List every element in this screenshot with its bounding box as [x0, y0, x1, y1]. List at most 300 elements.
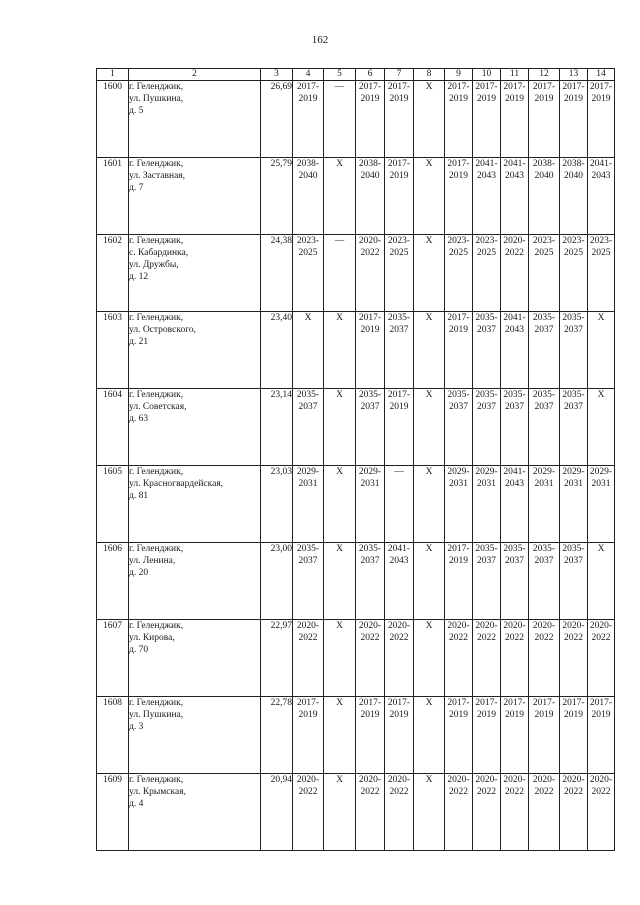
- schedule-value: 2020-: [358, 775, 382, 785]
- schedule-value: 2029-: [589, 467, 613, 477]
- address-cell: [129, 697, 261, 774]
- schedule-value: 2019: [534, 94, 554, 104]
- schedule-value: 2031: [298, 479, 318, 489]
- schedule-cell-col-8: [414, 466, 445, 543]
- schedule-value: 2019: [449, 710, 468, 720]
- schedule-cell-col-4: [293, 620, 324, 697]
- schedule-value: X: [425, 236, 433, 246]
- schedule-cell-col-13: [560, 774, 588, 851]
- schedule-cell-col-12: [529, 158, 560, 235]
- schedule-value: X: [336, 775, 343, 785]
- schedule-value: 2019: [564, 710, 583, 720]
- address-line: г. Геленджик,: [129, 82, 184, 92]
- schedule-value: 2038-: [296, 159, 320, 169]
- schedule-value: 2025: [564, 248, 583, 258]
- schedule-value: 2022: [505, 248, 524, 258]
- schedule-value: 2035-: [358, 390, 382, 400]
- schedule-cell-col-9: [445, 312, 473, 389]
- schedule-value: 2022: [449, 633, 468, 643]
- address-line: д. 21: [129, 337, 149, 347]
- schedule-cell-col-14: [588, 620, 615, 697]
- schedule-value: 2017-: [358, 82, 382, 92]
- schedule-value: 2019: [477, 710, 496, 720]
- schedule-value: 2025: [591, 248, 611, 258]
- schedule-value: 2023-: [447, 236, 470, 246]
- schedule-cell-col-14: [588, 697, 615, 774]
- schedule-cell-col-4: [293, 81, 324, 158]
- column-number-13: 13: [560, 69, 588, 81]
- schedule-cell-col-13: [560, 235, 588, 312]
- schedule-value: 2035-: [532, 313, 556, 323]
- schedule-cell-col-12: [529, 81, 560, 158]
- address-line: ул. Кирова,: [129, 633, 175, 643]
- column-number-1: 1: [97, 69, 129, 81]
- schedule-value: 2023-: [532, 236, 556, 246]
- schedule-value: 2019: [477, 94, 496, 104]
- schedule-cell-col-9: [445, 543, 473, 620]
- schedule-cell-col-14: [588, 543, 615, 620]
- schedule-value: 2041-: [503, 313, 526, 323]
- schedule-value: 2020-: [503, 236, 526, 246]
- schedule-cell-col-10: [473, 774, 501, 851]
- schedule-cell-col-13: [560, 697, 588, 774]
- address-line: г. Геленджик,: [129, 698, 184, 708]
- schedule-value: 2037: [505, 402, 524, 412]
- schedule-value: X: [336, 159, 343, 169]
- address-line: г. Геленджик,: [129, 236, 184, 246]
- schedule-value: 2019: [389, 94, 409, 104]
- schedule-value: 2035-: [296, 544, 320, 554]
- schedule-cell-col-5: [324, 389, 356, 466]
- schedule-value: X: [425, 544, 433, 554]
- schedule-cell-col-7: [385, 620, 414, 697]
- schedule-value: 2025: [298, 248, 318, 258]
- area-value: 23,14: [261, 389, 293, 466]
- schedule-value: 2035-: [475, 313, 498, 323]
- schedule-value: 2037: [298, 402, 318, 412]
- schedule-value: 2017-: [447, 313, 470, 323]
- schedule-value: 2037: [534, 325, 554, 335]
- schedule-value: 2037: [534, 402, 554, 412]
- row-number: 1600: [97, 81, 129, 158]
- schedule-cell-col-10: [473, 620, 501, 697]
- schedule-value: 2022: [360, 248, 380, 258]
- schedule-cell-col-13: [560, 389, 588, 466]
- schedule-cell-col-14: [588, 389, 615, 466]
- schedule-cell-col-10: [473, 697, 501, 774]
- column-number-11: 11: [501, 69, 529, 81]
- schedule-value: X: [425, 698, 433, 708]
- schedule-cell-col-10: [473, 81, 501, 158]
- address-cell: [129, 235, 261, 312]
- schedule-value: 2020-: [503, 775, 526, 785]
- schedule-value: —: [334, 236, 345, 246]
- address-cell: [129, 466, 261, 543]
- schedule-value: 2035-: [562, 544, 585, 554]
- schedule-value: 2019: [449, 94, 468, 104]
- schedule-value: 2017-: [562, 698, 585, 708]
- schedule-value: 2043: [477, 171, 496, 181]
- column-number-header-row: [97, 69, 615, 81]
- schedule-value: 2025: [477, 248, 496, 258]
- address-line: ул. Крымская,: [129, 787, 186, 797]
- page-number: 162: [311, 34, 329, 46]
- schedule-value: 2017-: [358, 698, 382, 708]
- schedule-cell-col-13: [560, 620, 588, 697]
- schedule-value: 2031: [477, 479, 496, 489]
- schedule-value: 2040: [564, 171, 583, 181]
- table-row: [97, 774, 615, 851]
- address-line: ул. Ленина,: [129, 556, 176, 566]
- schedule-cell-col-8: [414, 235, 445, 312]
- schedule-cell-col-11: [501, 312, 529, 389]
- schedule-value: 2031: [534, 479, 554, 489]
- schedule-value: 2040: [298, 171, 318, 181]
- schedule-value: 2023-: [387, 236, 411, 246]
- column-number-2: 2: [129, 69, 261, 81]
- schedule-value: 2019: [360, 710, 380, 720]
- schedule-value: 2020-: [296, 621, 320, 631]
- schedule-value: 2020-: [589, 621, 613, 631]
- schedule-cell-col-6: [356, 466, 385, 543]
- schedule-cell-col-11: [501, 697, 529, 774]
- schedule-value: 2022: [534, 787, 554, 797]
- schedule-value: 2037: [505, 556, 524, 566]
- schedule-cell-col-10: [473, 158, 501, 235]
- schedule-value: 2037: [564, 325, 583, 335]
- schedule-value: 2043: [505, 479, 524, 489]
- schedule-cell-col-11: [501, 620, 529, 697]
- schedule-cell-col-4: [293, 774, 324, 851]
- schedule-value: 2041-: [475, 159, 498, 169]
- schedule-value: 2043: [505, 171, 524, 181]
- schedule-cell-col-7: [385, 81, 414, 158]
- schedule-value: 2040: [360, 171, 380, 181]
- address-cell: [129, 774, 261, 851]
- schedule-cell-col-12: [529, 774, 560, 851]
- column-number-6: 6: [356, 69, 385, 81]
- area-value: 20,94: [261, 774, 293, 851]
- schedule-value: 2022: [389, 633, 409, 643]
- address-line: ул. Дружбы,: [129, 260, 179, 270]
- schedule-cell-col-6: [356, 620, 385, 697]
- address-line: ул. Заставная,: [129, 171, 186, 181]
- schedule-cell-col-7: [385, 774, 414, 851]
- address-line: ул. Красногвардейская,: [129, 479, 224, 489]
- schedule-cell-col-11: [501, 158, 529, 235]
- schedule-value: X: [425, 467, 433, 477]
- schedule-value: 2017-: [387, 698, 411, 708]
- schedule-value: 2035-: [503, 390, 526, 400]
- schedule-value: —: [334, 82, 345, 92]
- schedule-cell-col-13: [560, 158, 588, 235]
- schedule-value: 2017-: [447, 544, 470, 554]
- schedule-cell-col-4: [293, 312, 324, 389]
- schedule-value: 2037: [477, 402, 496, 412]
- row-number: 1601: [97, 158, 129, 235]
- schedule-value: 2038-: [562, 159, 585, 169]
- schedule-value: 2017-: [387, 159, 411, 169]
- address-line: ул. Советская,: [129, 402, 187, 412]
- schedule-cell-col-7: [385, 697, 414, 774]
- schedule-value: 2019: [591, 94, 611, 104]
- schedule-cell-col-11: [501, 466, 529, 543]
- schedule-cell-col-12: [529, 466, 560, 543]
- schedule-value: 2017-: [503, 698, 526, 708]
- address-line: г. Геленджик,: [129, 390, 184, 400]
- schedule-cell-col-12: [529, 389, 560, 466]
- schedule-value: 2037: [477, 325, 496, 335]
- schedule-value: X: [597, 544, 605, 554]
- schedule-value: X: [425, 390, 433, 400]
- address-cell: [129, 312, 261, 389]
- schedule-value: 2019: [591, 710, 611, 720]
- schedule-cell-col-10: [473, 543, 501, 620]
- schedule-cell-col-8: [414, 81, 445, 158]
- schedule-value: 2017-: [296, 698, 320, 708]
- schedule-cell-col-9: [445, 466, 473, 543]
- schedule-value: X: [425, 621, 433, 631]
- schedule-value: 2022: [360, 787, 380, 797]
- column-number-4: 4: [293, 69, 324, 81]
- column-number-12: 12: [529, 69, 560, 81]
- schedule-value: 2025: [389, 248, 409, 258]
- table-body: [97, 69, 615, 851]
- address-line: д. 12: [129, 272, 149, 282]
- area-value: 22,78: [261, 697, 293, 774]
- schedule-value: 2020-: [387, 775, 411, 785]
- row-number: 1609: [97, 774, 129, 851]
- schedule-value: 2019: [564, 94, 583, 104]
- schedule-cell-col-14: [588, 235, 615, 312]
- schedule-cell-col-8: [414, 312, 445, 389]
- row-number: 1608: [97, 697, 129, 774]
- schedule-value: X: [336, 390, 343, 400]
- address-line: г. Геленджик,: [129, 544, 184, 554]
- schedule-cell-col-10: [473, 235, 501, 312]
- schedule-value: 2037: [534, 556, 554, 566]
- schedule-cell-col-8: [414, 697, 445, 774]
- schedule-value: 2038-: [532, 159, 556, 169]
- schedule-value: 2022: [591, 787, 611, 797]
- schedule-value: 2029-: [296, 467, 320, 477]
- schedule-value: 2020-: [447, 621, 470, 631]
- schedule-value: 2035-: [296, 390, 320, 400]
- schedule-cell-col-10: [473, 389, 501, 466]
- schedule-value: 2019: [534, 710, 554, 720]
- schedule-value: 2017-: [532, 698, 556, 708]
- schedule-cell-col-6: [356, 697, 385, 774]
- schedule-value: 2023-: [562, 236, 585, 246]
- row-number: 1607: [97, 620, 129, 697]
- schedule-value: 2017-: [562, 82, 585, 92]
- schedule-cell-col-9: [445, 697, 473, 774]
- schedule-value: 2031: [591, 479, 611, 489]
- housing-repair-schedule-table: [96, 68, 615, 851]
- schedule-value: X: [336, 467, 343, 477]
- address-line: ул. Островского,: [129, 325, 196, 335]
- schedule-value: 2017-: [358, 313, 382, 323]
- schedule-value: 2035-: [358, 544, 382, 554]
- schedule-cell-col-7: [385, 158, 414, 235]
- schedule-value: X: [336, 544, 343, 554]
- row-number: 1606: [97, 543, 129, 620]
- schedule-value: 2025: [534, 248, 554, 258]
- schedule-value: X: [425, 82, 433, 92]
- schedule-value: 2022: [477, 633, 496, 643]
- table-row: [97, 158, 615, 235]
- schedule-cell-col-5: [324, 81, 356, 158]
- schedule-cell-col-13: [560, 466, 588, 543]
- schedule-value: 2029-: [447, 467, 470, 477]
- schedule-value: 2031: [564, 479, 583, 489]
- schedule-value: 2031: [449, 479, 468, 489]
- schedule-value: 2035-: [532, 544, 556, 554]
- schedule-value: 2043: [591, 171, 611, 181]
- table-row: [97, 620, 615, 697]
- schedule-value: 2035-: [475, 390, 498, 400]
- schedule-cell-col-8: [414, 158, 445, 235]
- schedule-cell-col-7: [385, 466, 414, 543]
- schedule-value: 2037: [360, 556, 380, 566]
- schedule-cell-col-4: [293, 235, 324, 312]
- address-line: с. Кабардинка,: [129, 248, 189, 258]
- address-line: г. Геленджик,: [129, 467, 184, 477]
- schedule-cell-col-5: [324, 774, 356, 851]
- schedule-value: 2020-: [562, 775, 585, 785]
- schedule-cell-col-5: [324, 697, 356, 774]
- schedule-value: 2037: [477, 556, 496, 566]
- schedule-value: 2020-: [358, 236, 382, 246]
- schedule-cell-col-6: [356, 774, 385, 851]
- schedule-value: 2020-: [532, 775, 556, 785]
- schedule-value: 2019: [360, 325, 380, 335]
- schedule-value: 2029-: [358, 467, 382, 477]
- table-row: [97, 312, 615, 389]
- schedule-cell-col-4: [293, 389, 324, 466]
- schedule-value: 2019: [298, 94, 318, 104]
- schedule-value: 2023-: [296, 236, 320, 246]
- area-value: 23,40: [261, 312, 293, 389]
- schedule-value: 2035-: [532, 390, 556, 400]
- schedule-cell-col-4: [293, 158, 324, 235]
- schedule-cell-col-9: [445, 774, 473, 851]
- address-line: д. 70: [129, 645, 149, 655]
- schedule-cell-col-14: [588, 81, 615, 158]
- area-value: 23,00: [261, 543, 293, 620]
- schedule-cell-col-4: [293, 466, 324, 543]
- schedule-value: 2022: [298, 787, 318, 797]
- schedule-value: 2017-: [589, 698, 613, 708]
- address-line: г. Геленджик,: [129, 159, 184, 169]
- schedule-cell-col-9: [445, 389, 473, 466]
- schedule-cell-col-13: [560, 312, 588, 389]
- schedule-cell-col-5: [324, 235, 356, 312]
- schedule-value: 2023-: [589, 236, 613, 246]
- schedule-cell-col-14: [588, 312, 615, 389]
- schedule-value: 2017-: [589, 82, 613, 92]
- schedule-value: 2020-: [296, 775, 320, 785]
- address-line: д. 3: [129, 722, 144, 732]
- schedule-cell-col-10: [473, 466, 501, 543]
- schedule-value: 2041-: [503, 467, 526, 477]
- schedule-value: 2035-: [387, 313, 411, 323]
- schedule-cell-col-12: [529, 543, 560, 620]
- schedule-value: 2037: [389, 325, 409, 335]
- address-line: г. Геленджик,: [129, 313, 184, 323]
- address-line: д. 7: [129, 183, 144, 193]
- schedule-value: 2041-: [387, 544, 411, 554]
- schedule-value: 2022: [564, 787, 583, 797]
- schedule-value: X: [425, 159, 433, 169]
- schedule-cell-col-9: [445, 158, 473, 235]
- table-row: [97, 389, 615, 466]
- schedule-cell-col-7: [385, 389, 414, 466]
- schedule-cell-col-9: [445, 235, 473, 312]
- schedule-cell-col-14: [588, 466, 615, 543]
- column-number-7: 7: [385, 69, 414, 81]
- schedule-value: 2029-: [562, 467, 585, 477]
- schedule-value: 2022: [591, 633, 611, 643]
- schedule-value: 2037: [360, 402, 380, 412]
- schedule-value: 2022: [449, 787, 468, 797]
- schedule-value: 2017-: [503, 82, 526, 92]
- schedule-cell-col-14: [588, 158, 615, 235]
- schedule-value: 2017-: [296, 82, 320, 92]
- schedule-cell-col-6: [356, 389, 385, 466]
- schedule-cell-col-5: [324, 543, 356, 620]
- schedule-value: 2035-: [562, 313, 585, 323]
- address-cell: [129, 543, 261, 620]
- schedule-value: 2019: [298, 710, 318, 720]
- schedule-cell-col-5: [324, 158, 356, 235]
- schedule-value: 2020-: [475, 621, 498, 631]
- schedule-value: 2041-: [503, 159, 526, 169]
- schedule-cell-col-11: [501, 774, 529, 851]
- schedule-value: 2017-: [475, 82, 498, 92]
- schedule-value: X: [597, 390, 605, 400]
- area-value: 25,79: [261, 158, 293, 235]
- schedule-cell-col-11: [501, 543, 529, 620]
- schedule-value: 2022: [477, 787, 496, 797]
- schedule-cell-col-7: [385, 543, 414, 620]
- schedule-value: 2022: [298, 633, 318, 643]
- schedule-value: 2019: [449, 556, 468, 566]
- schedule-cell-col-7: [385, 235, 414, 312]
- address-line: ул. Пушкина,: [129, 94, 184, 104]
- column-number-3: 3: [261, 69, 293, 81]
- schedule-value: X: [336, 698, 343, 708]
- schedule-cell-col-12: [529, 620, 560, 697]
- schedule-value: 2019: [389, 710, 409, 720]
- schedule-value: 2019: [505, 94, 524, 104]
- address-line: д. 81: [129, 491, 149, 501]
- row-number: 1603: [97, 312, 129, 389]
- schedule-cell-col-10: [473, 312, 501, 389]
- schedule-value: 2019: [360, 94, 380, 104]
- schedule-value: X: [304, 313, 312, 323]
- schedule-value: 2017-: [475, 698, 498, 708]
- column-number-9: 9: [445, 69, 473, 81]
- address-line: д. 4: [129, 799, 144, 809]
- schedule-value: 2020-: [503, 621, 526, 631]
- schedule-cell-col-4: [293, 543, 324, 620]
- schedule-value: 2020-: [387, 621, 411, 631]
- schedule-value: 2043: [389, 556, 409, 566]
- schedule-cell-col-5: [324, 312, 356, 389]
- schedule-value: 2017-: [387, 390, 411, 400]
- row-number: 1605: [97, 466, 129, 543]
